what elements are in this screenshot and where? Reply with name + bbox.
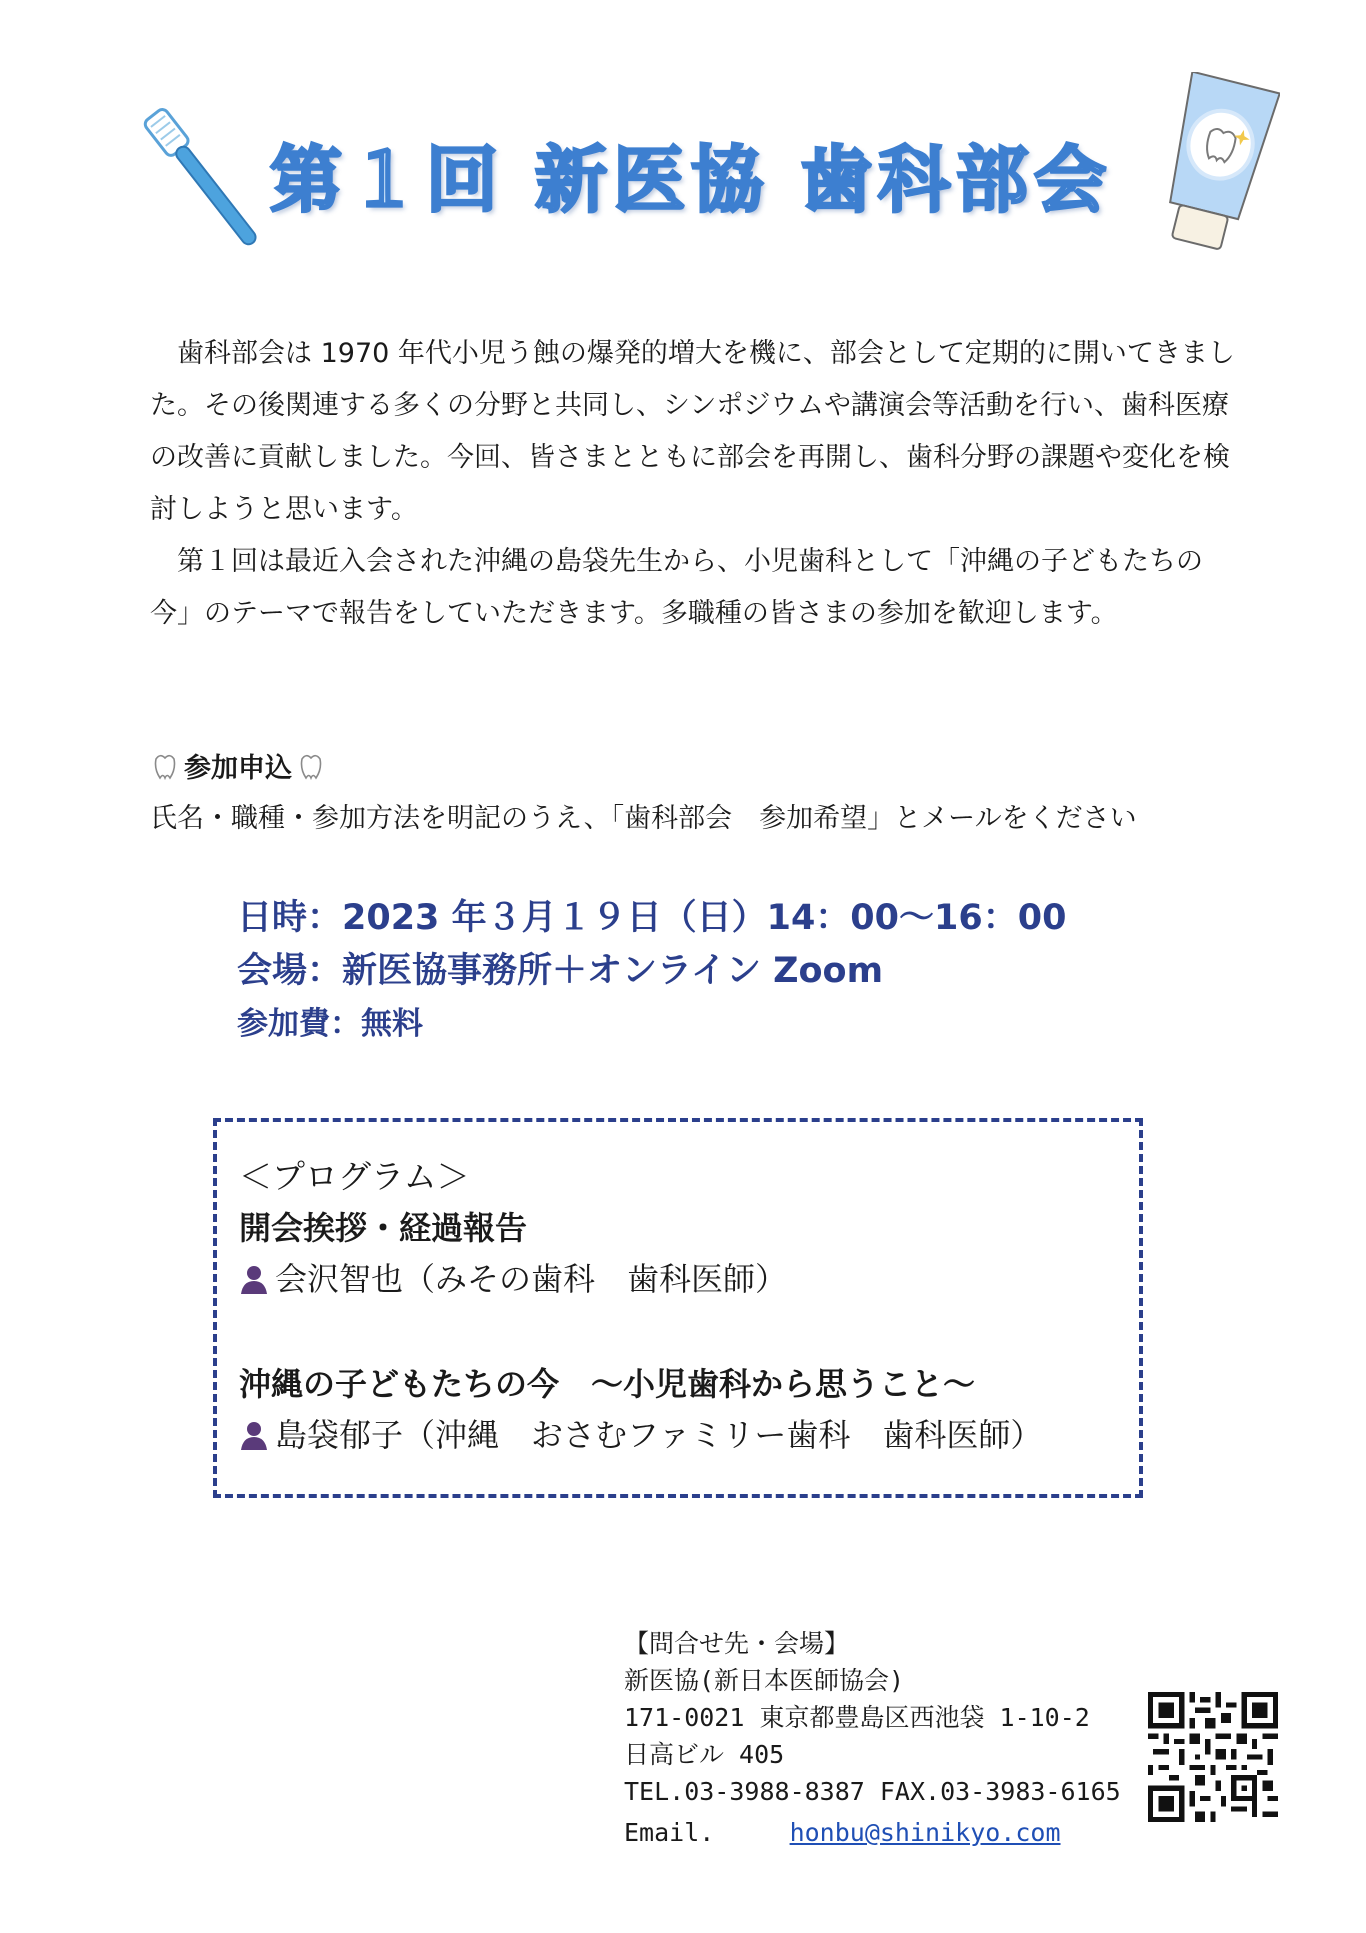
tooth-icon — [296, 751, 326, 781]
application-heading — [150, 746, 326, 785]
program-box — [213, 1118, 1143, 1498]
contact-block — [624, 1625, 1121, 1851]
contact-email-row — [624, 1814, 1121, 1851]
contact-address: 171-0021 東京都豊島区西池袋 1-10-2 — [624, 1703, 1090, 1732]
person-icon — [239, 1263, 269, 1295]
speaker-name: 島袋郁子（沖縄 おさむファミリー歯科 歯科医師） — [275, 1416, 1043, 1454]
person-icon — [239, 1419, 269, 1451]
email-link[interactable]: honbu@shinikyo.com — [789, 1818, 1061, 1847]
intro-text — [150, 328, 1240, 640]
event-fee: 参加費：無料 — [237, 1006, 423, 1042]
event-details — [237, 892, 1066, 1051]
intro-paragraph-1: 歯科部会は 1970 年代小児う蝕の爆発的増大を機に、部会として定期的に開いてきました。その後関連する多くの分野と共同し、シンポジウムや講演会等活動を行い、歯科医療の改善に貢献しました。今回、皆さまとともに部会を再開し、歯科分野の課題や変化を検討しようと思います。 — [150, 338, 1235, 525]
application-instructions: 氏名・職種・参加方法を明記のうえ、「歯科部会 参加希望」とメールをください — [150, 803, 1137, 834]
contact-building: 日高ビル 405 — [624, 1740, 785, 1769]
email-label: Email. — [624, 1818, 715, 1847]
program-item-title: 沖縄の子どもたちの今 ～小児歯科から思うこと～ — [239, 1365, 976, 1403]
speaker-name: 会沢智也（みその歯科 歯科医師） — [275, 1260, 788, 1298]
toothpaste-icon — [1150, 72, 1280, 262]
toothbrush-icon — [130, 100, 270, 260]
intro-paragraph-2: 第１回は最近入会された沖縄の島袋先生から、小児歯科として「沖縄の子どもたちの今」のテーマで報告をしていただきます。多職種の皆さまの参加を歓迎します。 — [150, 546, 1203, 629]
program-item-speaker — [239, 1254, 1042, 1304]
event-datetime: 日時：2023 年３月１９日（日）14：00～16：00 — [237, 898, 1067, 938]
contact-org: 新医協(新日本医師協会) — [624, 1666, 905, 1695]
program-heading: ＜プログラム＞ — [239, 1157, 470, 1196]
event-venue: 会場：新医協事務所＋オンライン Zoom — [237, 951, 884, 991]
contact-heading: 【問合せ先・会場】 — [624, 1629, 850, 1658]
qr-code — [1148, 1692, 1278, 1822]
tooth-icon — [150, 751, 180, 781]
program-item-title: 開会挨拶・経過報告 — [239, 1209, 528, 1247]
contact-phone: TEL.03-3988-8387 FAX.03-3983-6165 — [624, 1777, 1121, 1806]
page-title: 第１回 新医協 歯科部会 — [270, 138, 1113, 222]
program-item-speaker — [239, 1410, 1042, 1460]
application-heading-label: 参加申込 — [184, 753, 292, 784]
